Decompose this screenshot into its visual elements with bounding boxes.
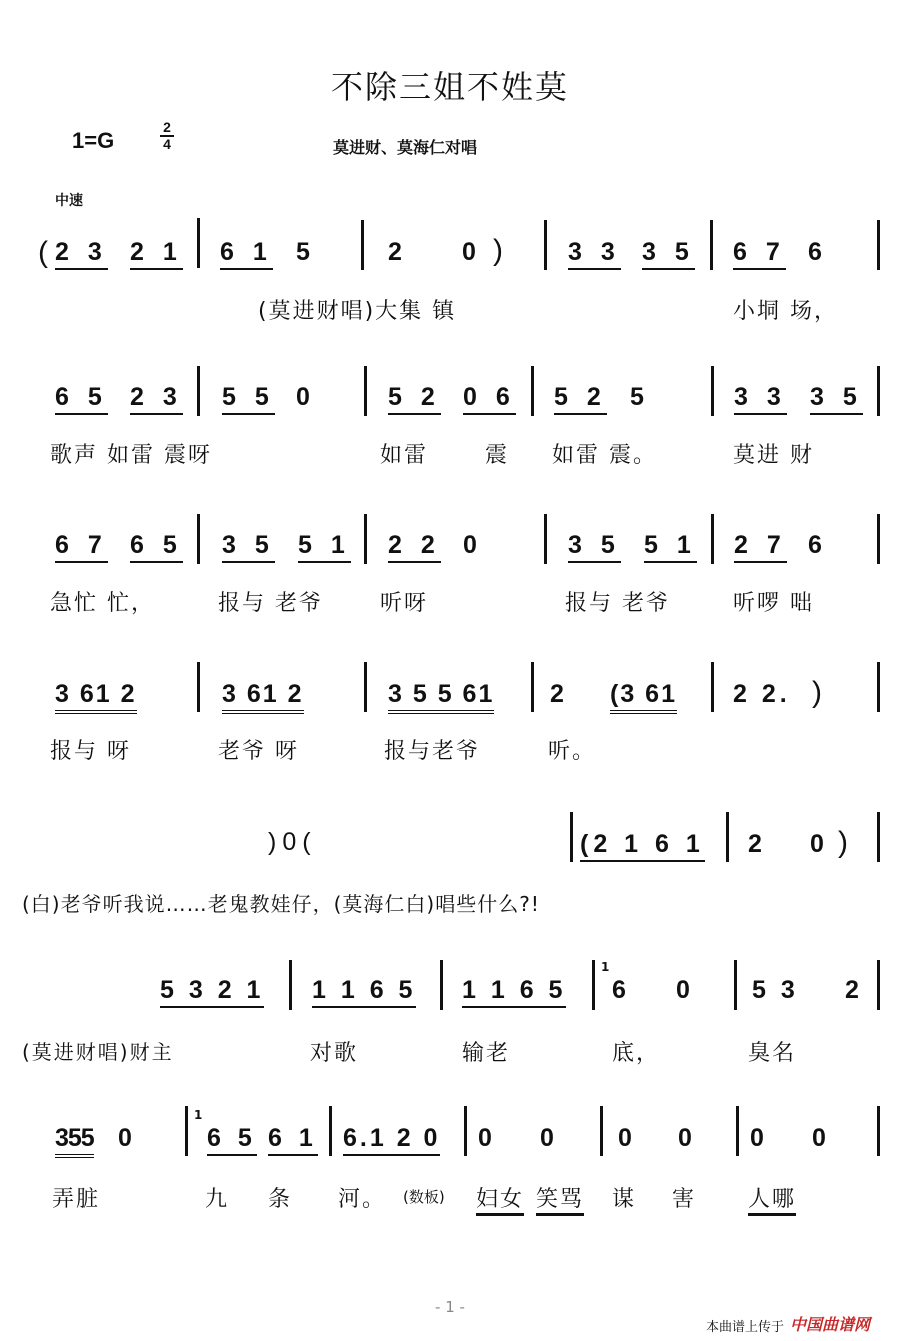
- lyric: 莫进 财: [733, 443, 814, 468]
- song-title: 不除三姐不姓莫: [330, 68, 569, 106]
- barline: [197, 514, 200, 564]
- barline: [197, 366, 200, 416]
- notes: 6: [612, 976, 632, 1004]
- notes: 2 3: [55, 238, 108, 270]
- notes: 0: [462, 238, 482, 266]
- time-bottom: 4: [163, 136, 171, 152]
- barline: [197, 218, 200, 268]
- notes: 0: [618, 1124, 638, 1152]
- notes: 0: [678, 1124, 698, 1152]
- notes: 0: [812, 1124, 832, 1152]
- notes: 5: [630, 383, 650, 411]
- barline: [734, 960, 737, 1010]
- barline: [531, 366, 534, 416]
- notes: 3 3: [734, 383, 787, 415]
- lyric: 听啰 咄: [733, 591, 814, 616]
- barline: [592, 960, 595, 1010]
- barline: [329, 1106, 332, 1156]
- lyric: 九: [205, 1187, 230, 1212]
- notes: 3 61 2: [222, 680, 304, 714]
- notes: 1 1 6 5: [312, 976, 416, 1008]
- performers: 莫进财、莫海仁对唱: [333, 138, 478, 157]
- notes: 3 5: [568, 531, 621, 563]
- notes: 2 1: [130, 238, 183, 270]
- barline: [364, 366, 367, 416]
- upload-note: 本曲谱上传于: [706, 1320, 785, 1335]
- barline: [185, 1106, 188, 1156]
- barline: [531, 662, 534, 712]
- barline: [544, 514, 547, 564]
- lyric: 妇女: [476, 1182, 524, 1216]
- barline: [877, 662, 880, 712]
- barline: [544, 220, 547, 270]
- notes: 3 5 5 61: [388, 680, 494, 714]
- notes: 6 7: [733, 238, 786, 270]
- time-signature: [160, 120, 174, 152]
- notes: 0 6: [463, 383, 516, 415]
- page-number: - 1 -: [435, 1298, 465, 1316]
- notes: 5 2: [554, 383, 607, 415]
- notes: 0: [676, 976, 696, 1004]
- barline: [289, 960, 292, 1010]
- barline: [736, 1106, 739, 1156]
- notes: 2: [388, 238, 408, 266]
- lyric: 对歌: [310, 1041, 359, 1066]
- notes: 3 61 2: [55, 680, 137, 714]
- barline: [711, 366, 714, 416]
- barline: [877, 366, 880, 416]
- notes: 2 2: [388, 531, 441, 563]
- notes: 5: [296, 238, 316, 266]
- barline: [600, 1106, 603, 1156]
- lyric: 输老: [462, 1041, 511, 1066]
- site-logo[interactable]: 中国曲谱网: [790, 1315, 871, 1334]
- lyric: 害: [672, 1187, 697, 1212]
- lyric: 如雷 震。: [552, 443, 657, 468]
- notes: )0(: [268, 828, 317, 856]
- paren: ): [493, 234, 509, 267]
- notes: 6 5: [207, 1124, 257, 1156]
- barline: [877, 960, 880, 1010]
- notes: 5 3: [752, 976, 799, 1004]
- notes: 3 5: [810, 383, 863, 415]
- lyric: 报与 呀: [50, 739, 131, 764]
- paren: (: [38, 236, 54, 269]
- notes: 0: [118, 1124, 138, 1152]
- barline: [877, 514, 880, 564]
- barline: [877, 1106, 880, 1156]
- spoken-line: (白)老爷听我说……老鬼教娃仔，(莫海仁白)唱些什么?!: [22, 892, 540, 916]
- notes: 0: [463, 531, 483, 559]
- notes: 6 7: [55, 531, 108, 563]
- notes: 6: [808, 531, 828, 559]
- barline: [877, 220, 880, 270]
- lyric: 听。: [548, 739, 597, 764]
- lyric: 人哪: [748, 1182, 796, 1216]
- barline: [711, 662, 714, 712]
- notes: 2 3: [130, 383, 183, 415]
- barline: [711, 514, 714, 564]
- lyric: (莫进财唱)财主: [22, 1040, 174, 1064]
- barline: [361, 220, 364, 270]
- notes: 3 3: [568, 238, 621, 270]
- notes: 355: [55, 1124, 94, 1158]
- barline: [710, 220, 713, 270]
- lyric: 臭名: [748, 1041, 797, 1066]
- grace-note: 1: [194, 1108, 203, 1122]
- notes: 2 2.: [733, 680, 791, 708]
- lyric: 听呀: [380, 591, 429, 616]
- lyric: 如雷: [380, 443, 429, 468]
- lyric: 震: [485, 443, 510, 468]
- lyric: 急忙 忙，: [50, 591, 155, 616]
- notes: (3 61: [610, 680, 677, 714]
- lyric: (数板): [403, 1188, 445, 1206]
- notes: 5 1: [298, 531, 351, 563]
- notes: 0: [750, 1124, 770, 1152]
- lyric: 报与老爷: [384, 739, 481, 764]
- notes: 2: [550, 680, 570, 708]
- notes: 5 3 2 1: [160, 976, 264, 1008]
- lyric: 底，: [612, 1041, 661, 1066]
- notes: 6 1: [268, 1124, 318, 1156]
- barline: [570, 812, 573, 862]
- barline: [726, 812, 729, 862]
- notes: 6 1: [220, 238, 273, 270]
- notes: (2 1 6 1: [580, 830, 705, 862]
- notes: 5 5: [222, 383, 275, 415]
- grace-note: 1: [601, 960, 610, 974]
- notes: 2: [748, 830, 768, 858]
- notes: 5 1: [644, 531, 697, 563]
- notes: 0: [810, 830, 830, 858]
- lyric: 老爷 呀: [218, 739, 299, 764]
- lyric: (莫进财唱)大集 镇: [258, 299, 457, 324]
- time-top: 2: [163, 119, 171, 135]
- notes: 0: [478, 1124, 498, 1152]
- notes: 5 2: [388, 383, 441, 415]
- tempo-marking: 中速: [55, 193, 83, 209]
- notes: 2: [845, 976, 865, 1004]
- notes: 3 5: [642, 238, 695, 270]
- barline: [464, 1106, 467, 1156]
- notes: 6.1 2 0: [343, 1124, 440, 1156]
- barline: [197, 662, 200, 712]
- lyric: 条: [268, 1187, 293, 1212]
- key-signature: 1=G: [72, 128, 115, 153]
- notes: 6: [808, 238, 828, 266]
- barline: [877, 812, 880, 862]
- notes: 1 1 6 5: [462, 976, 566, 1008]
- lyric: 弄脏: [52, 1187, 101, 1212]
- lyric: 谋: [612, 1187, 637, 1212]
- notes: 0: [540, 1124, 560, 1152]
- notes: 2 7: [734, 531, 787, 563]
- lyric: 报与 老爷: [565, 591, 670, 616]
- lyric: 小垌 场，: [733, 299, 838, 324]
- barline: [364, 514, 367, 564]
- lyric: 笑骂: [536, 1182, 584, 1216]
- notes: 0: [296, 383, 316, 411]
- lyric: 歌声 如雷 震呀: [50, 443, 212, 468]
- notes: 6 5: [55, 383, 108, 415]
- notes: 6 5: [130, 531, 183, 563]
- barline: [364, 662, 367, 712]
- paren: ): [838, 826, 854, 859]
- lyric: 河。: [338, 1187, 387, 1212]
- lyric: 报与 老爷: [218, 591, 323, 616]
- notes: 3 5: [222, 531, 275, 563]
- barline: [440, 960, 443, 1010]
- paren: ): [812, 676, 828, 709]
